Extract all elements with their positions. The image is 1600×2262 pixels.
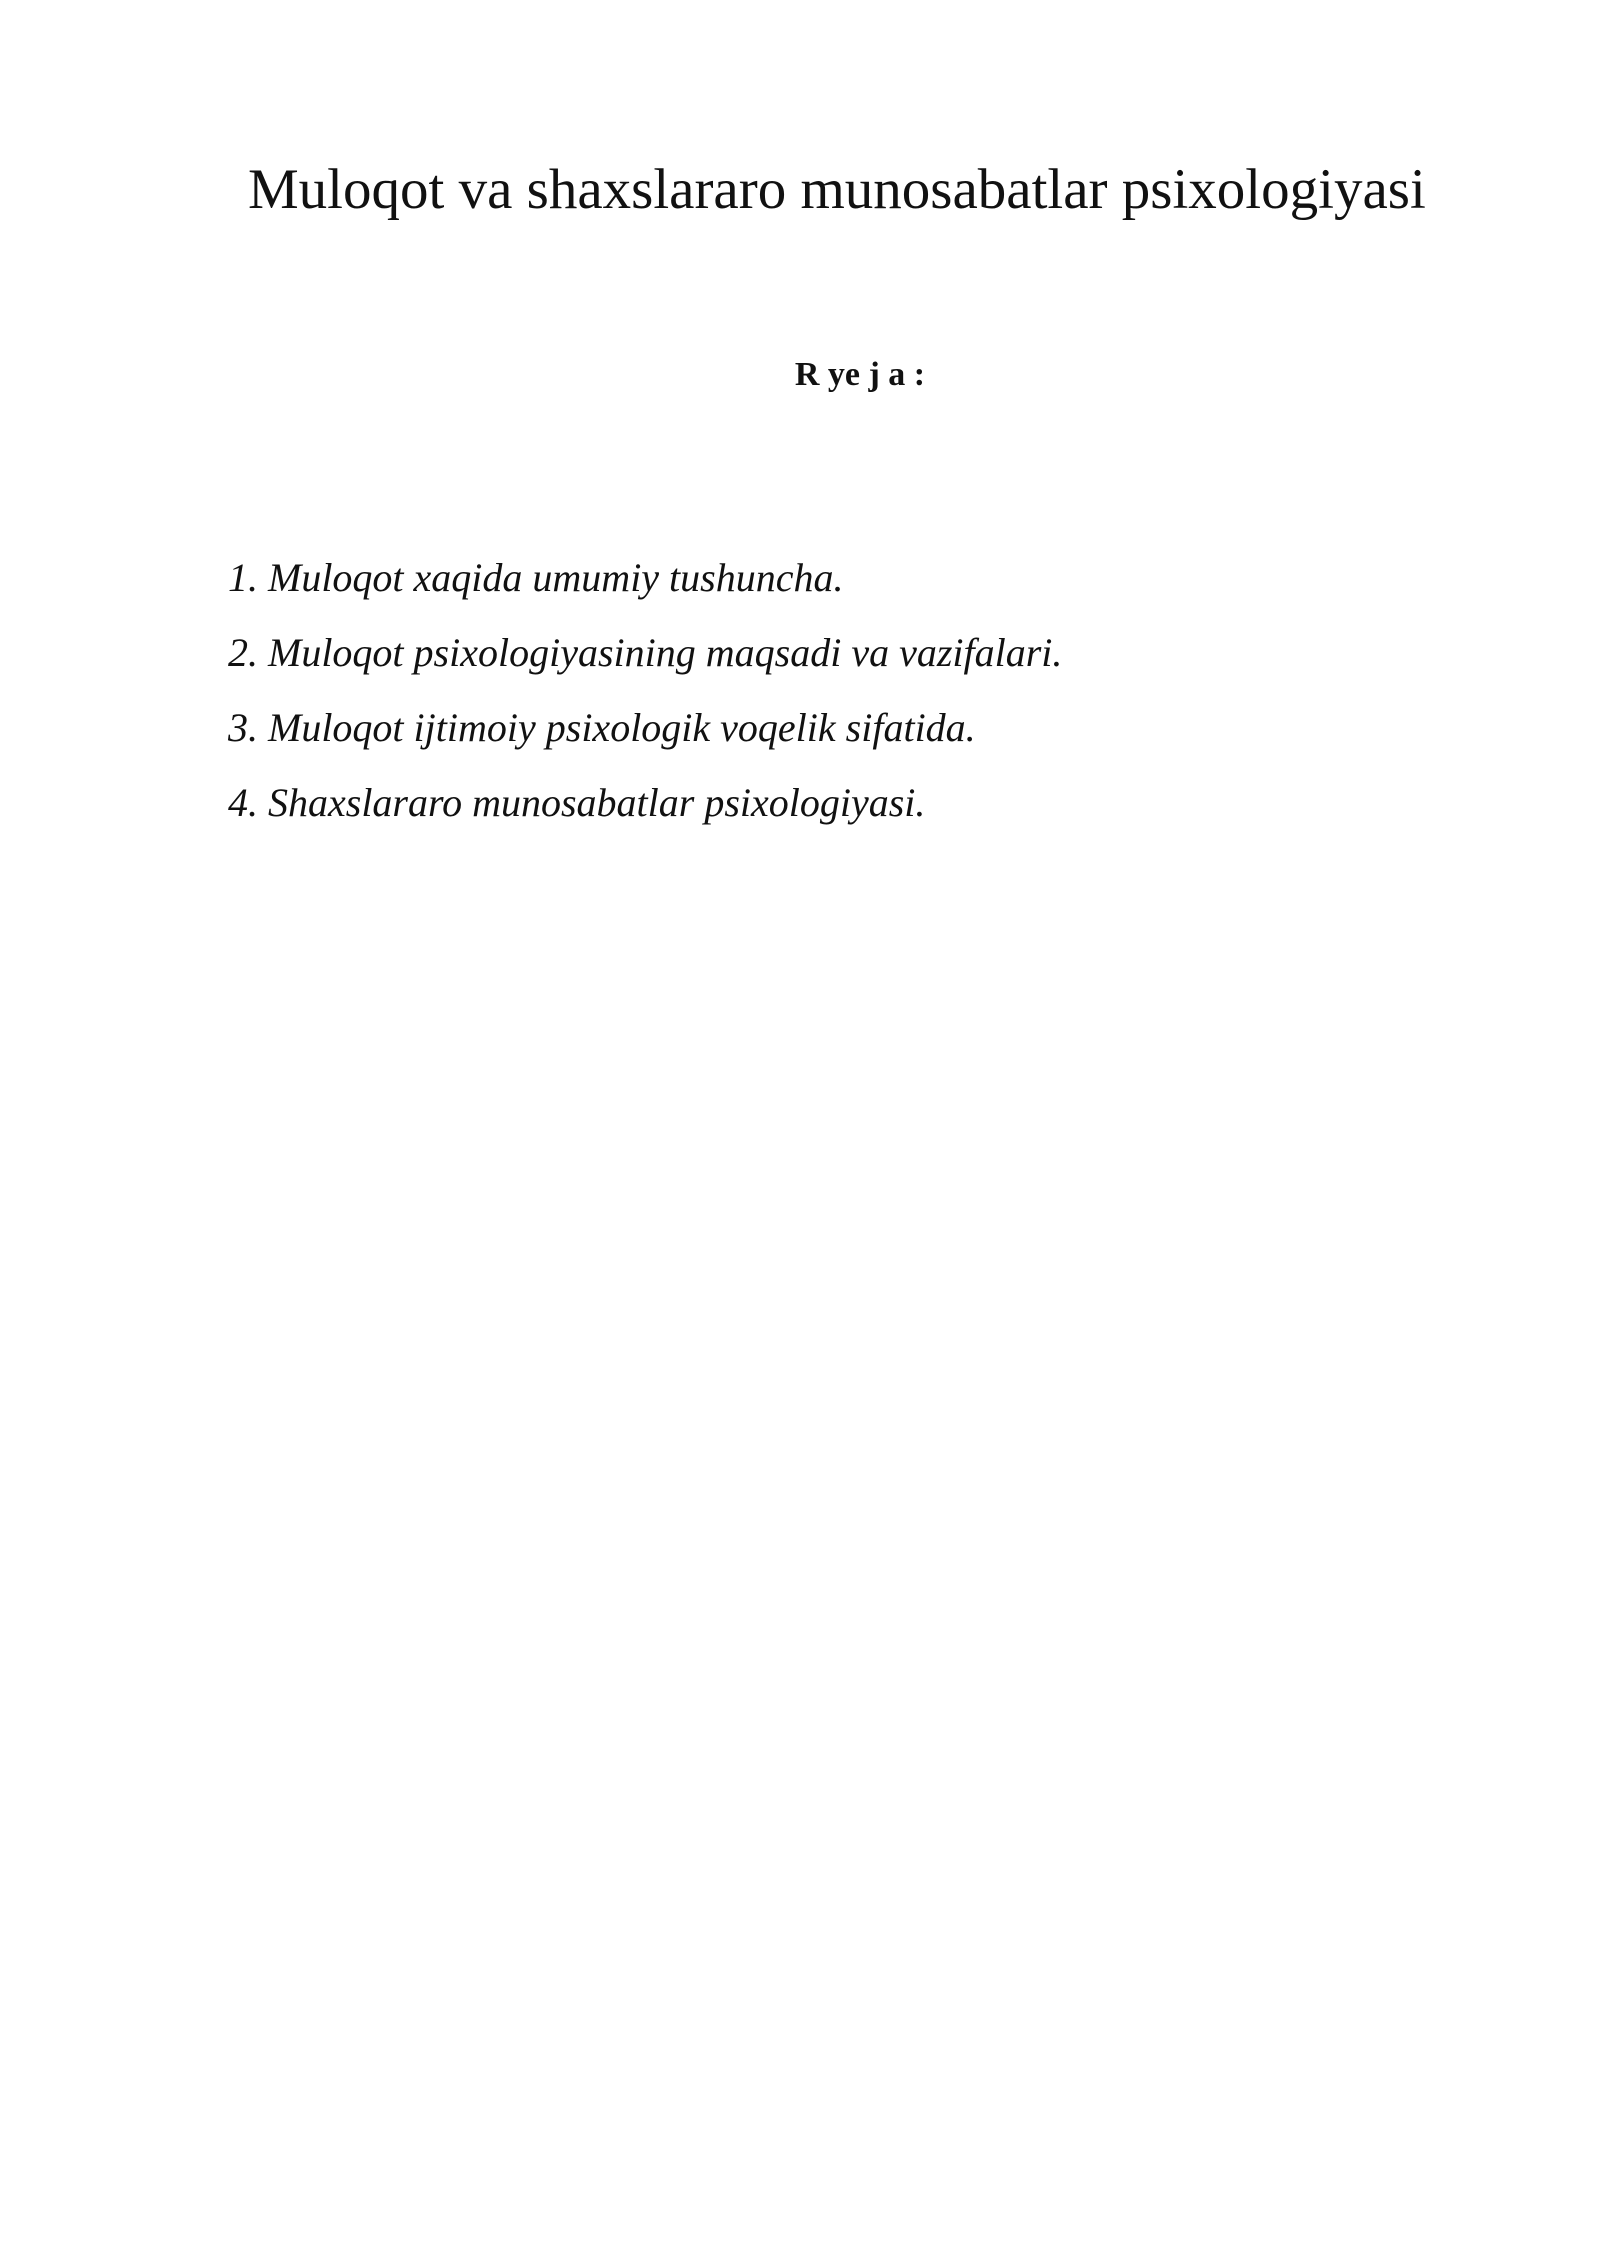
plan-item-4: 4. Shaxslararo munosabatlar psixologiyasi. xyxy=(228,780,926,825)
plan-heading: R ye j a : xyxy=(794,356,926,393)
plan-item-2: 2. Muloqot psixologiyasining maqsadi va vazifalari. xyxy=(228,630,1063,675)
document-title: Muloqot va shaxslararo munosabatlar psixologiyasi xyxy=(248,158,1426,221)
plan-item-3: 3. Muloqot ijtimoiy psixologik voqelik sifatida. xyxy=(228,705,976,750)
plan-item-1: 1. Muloqot xaqida umumiy tushuncha. xyxy=(228,555,844,600)
plan-list xyxy=(228,540,1062,840)
